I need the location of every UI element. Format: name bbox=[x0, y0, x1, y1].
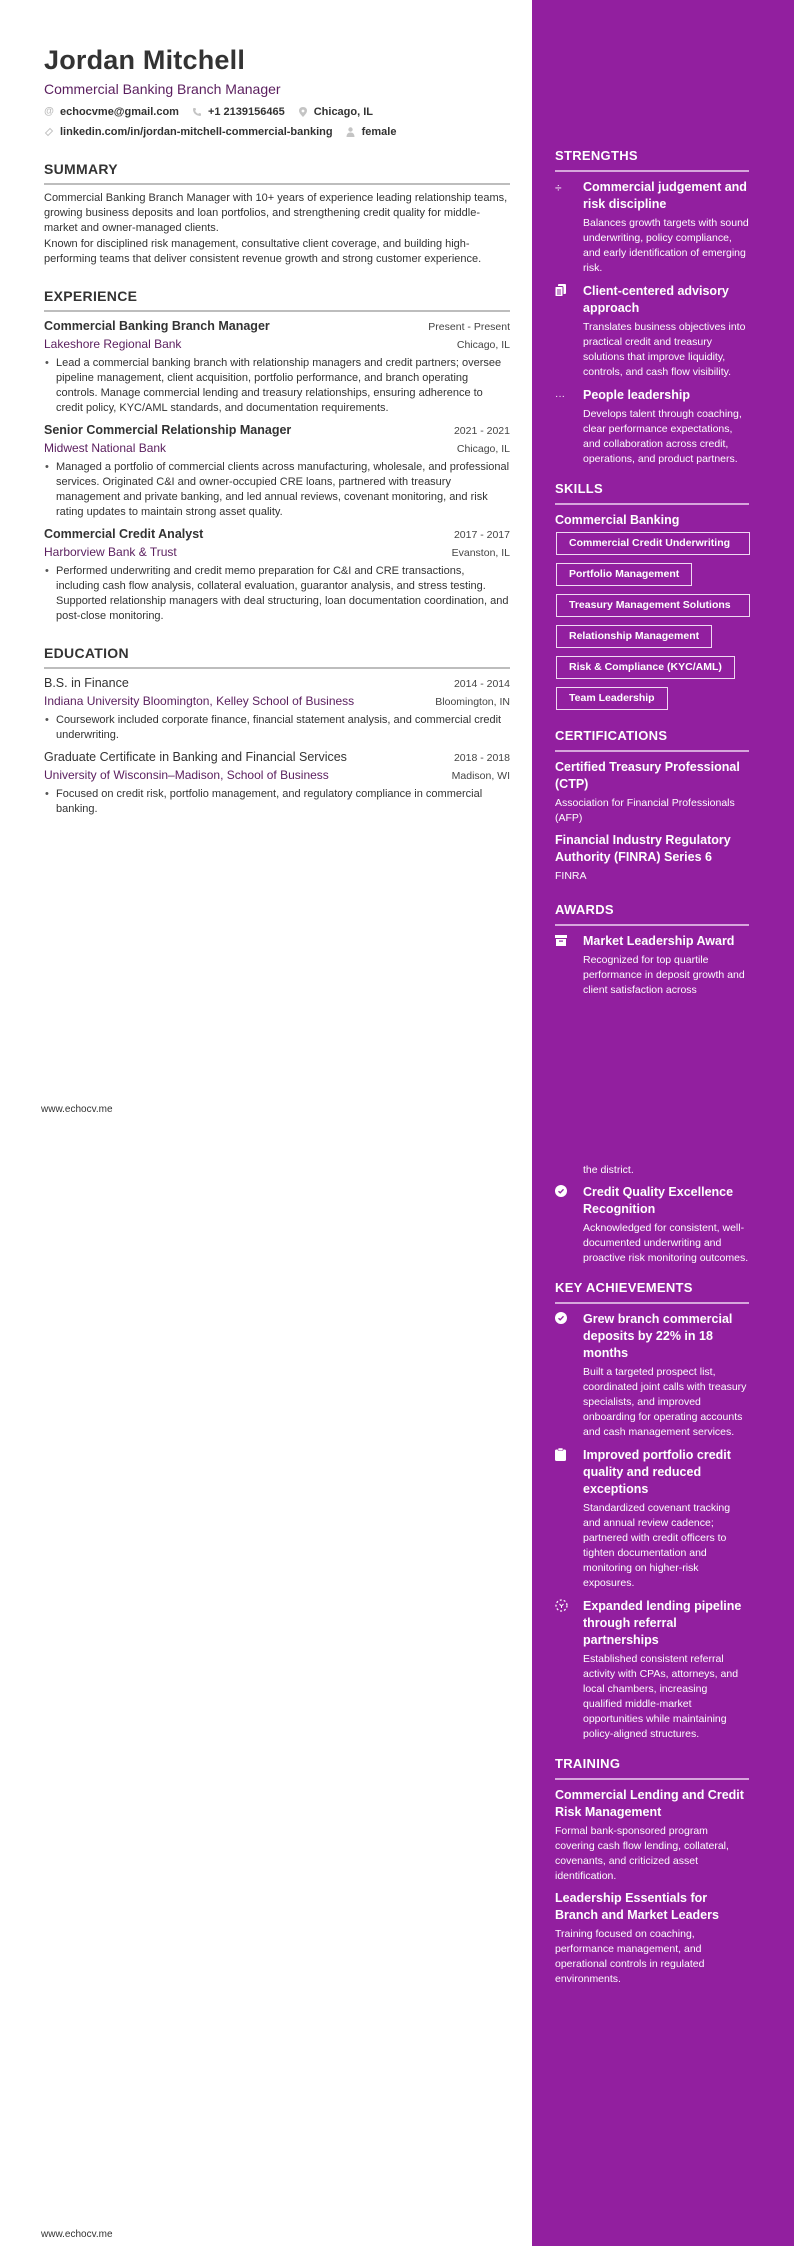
award-desc: Recognized for top quartile performance in deposit growth and client satisfaction across bbox=[583, 954, 745, 996]
achievement-desc: Built a targeted prospect list, coordinated joint calls with treasury specialists, and improved onboarding for operating accounts and cash management services. bbox=[583, 1366, 747, 1438]
skill-tag: Portfolio Management bbox=[556, 563, 692, 586]
skill-tag: Treasury Management Solutions bbox=[556, 594, 750, 617]
contact-phone[interactable] bbox=[192, 106, 285, 118]
location-text: Chicago, IL bbox=[313, 106, 373, 118]
strength-item bbox=[555, 387, 749, 467]
award-title: Market Leadership Award bbox=[583, 934, 735, 948]
award-item bbox=[555, 1184, 749, 1266]
education-section bbox=[44, 644, 510, 817]
company-name: Lakeshore Regional Bank bbox=[44, 337, 182, 351]
education-entry bbox=[44, 749, 510, 817]
divide-icon: ÷ bbox=[555, 181, 562, 195]
education-bullet: • Coursework included corporate finance, financial statement analysis, and commercial credit underwriting. bbox=[56, 713, 510, 743]
skill-group-title: Commercial Banking bbox=[555, 513, 680, 527]
divider bbox=[44, 183, 510, 185]
certification-title: Certified Treasury Professional (CTP) bbox=[555, 760, 740, 791]
strength-title: People leadership bbox=[583, 388, 690, 402]
job-bullet: • Lead a commercial banking branch with relationship managers and credit partners; oversee pipeline management, client acquisition, portfolio performance, and branch operating controls. Manage commercial lending and treasury relationships, ensuring adherence to credit policy, KYC/AML standards, and documentation requirements. bbox=[56, 356, 510, 416]
phone-text: +1 2139156465 bbox=[207, 106, 285, 118]
award-desc: Acknowledged for consistent, well-documented underwriting and proactive risk monitoring outcomes. bbox=[583, 1222, 749, 1264]
linkedin-text: linkedin.com/in/jordan-mitchell-commercial-banking bbox=[60, 126, 333, 138]
education-dates: 2014 - 2014 bbox=[453, 678, 510, 690]
section-title-awards: AWARDS bbox=[555, 902, 614, 917]
company-name: Harborview Bank & Trust bbox=[44, 545, 177, 559]
school-name: Indiana University Bloomington, Kelley School of Business bbox=[44, 694, 355, 708]
location-pin-icon bbox=[298, 107, 308, 117]
education-bullet: • Focused on credit risk, portfolio management, and regulatory compliance in commercial banking. bbox=[56, 787, 510, 817]
section-title-strengths: STRENGTHS bbox=[555, 148, 638, 163]
job-title: Commercial Credit Analyst bbox=[44, 527, 204, 541]
award-item bbox=[555, 933, 749, 998]
contact-row-1 bbox=[44, 104, 510, 120]
job-dates: 2021 - 2021 bbox=[453, 425, 510, 437]
divider bbox=[555, 750, 749, 752]
job-entry bbox=[44, 318, 510, 416]
email-text: echocvme@gmail.com bbox=[60, 106, 179, 118]
certification-issuer: Association for Financial Professionals (AFP) bbox=[555, 797, 735, 824]
divider bbox=[44, 310, 510, 312]
clipboard-copy-icon bbox=[555, 283, 583, 380]
contact-location bbox=[298, 106, 373, 118]
ellipsis-icon: ··· bbox=[555, 391, 565, 402]
job-entry bbox=[44, 422, 510, 520]
achievement-item bbox=[555, 1311, 749, 1440]
job-title: Senior Commercial Relationship Manager bbox=[44, 423, 292, 437]
school-location: Bloomington, IN bbox=[435, 696, 510, 708]
job-dates: 2017 - 2017 bbox=[453, 529, 510, 541]
contact-linkedin[interactable] bbox=[44, 126, 333, 138]
gender-text: female bbox=[361, 126, 397, 138]
dashed-circle-icon bbox=[555, 1598, 583, 1742]
strength-desc: Balances growth targets with sound underwriting, policy compliance, and early identification of emerging risk. bbox=[583, 217, 749, 274]
strength-item bbox=[555, 179, 749, 276]
job-location: Evanston, IL bbox=[451, 547, 510, 559]
link-icon bbox=[44, 127, 54, 137]
company-name: Midwest National Bank bbox=[44, 441, 167, 455]
training-desc: Formal bank-sponsored program covering cash flow lending, collateral, covenants, and criticized asset identification. bbox=[555, 1825, 729, 1882]
sidebar-page-1 bbox=[555, 148, 749, 1005]
award-title: Credit Quality Excellence Recognition bbox=[583, 1185, 734, 1216]
certification-issuer: FINRA bbox=[555, 870, 587, 882]
job-entry bbox=[44, 526, 510, 624]
contact-email[interactable] bbox=[44, 106, 179, 118]
award-desc: the district. bbox=[583, 1164, 634, 1176]
achievement-title: Expanded lending pipeline through referral partnerships bbox=[583, 1599, 742, 1647]
achievement-item bbox=[555, 1598, 749, 1742]
sidebar-page-2 bbox=[555, 1163, 749, 1993]
contact-row-2 bbox=[44, 124, 510, 140]
divider bbox=[555, 1302, 749, 1304]
person-icon bbox=[346, 127, 356, 137]
job-location: Chicago, IL bbox=[456, 443, 510, 455]
job-bullet: • Performed underwriting and credit memo preparation for C&I and CRE transactions, including cash flow analysis, collateral evaluation, guarantor analysis, and stress testing. Supported relationship managers with deal structuring, loan documentation coordination, and post-close monitoring. bbox=[56, 564, 510, 624]
job-title: Commercial Banking Branch Manager bbox=[44, 319, 270, 333]
certification-title: Financial Industry Regulatory Authority (FINRA) Series 6 bbox=[555, 833, 731, 864]
strength-desc: Translates business objectives into practical credit and treasury solutions that improve liquidity, controls, and cash flow visibility. bbox=[583, 321, 746, 378]
summary-paragraph: Known for disciplined risk management, consultative client coverage, and building high-performing teams that deliver consistent revenue growth and strong customer experience. bbox=[44, 238, 482, 265]
section-title-key-achievements: KEY ACHIEVEMENTS bbox=[555, 1280, 693, 1295]
strength-title: Commercial judgement and risk discipline bbox=[583, 180, 747, 211]
phone-icon bbox=[192, 107, 202, 117]
achievement-desc: Standardized covenant tracking and annual review cadence; partnered with credit officers to tighten documentation and monitoring on higher-risk exposures. bbox=[583, 1502, 731, 1589]
degree-title: B.S. in Finance bbox=[44, 676, 129, 690]
training-title: Leadership Essentials for Branch and Market Leaders bbox=[555, 1891, 719, 1922]
strengths-section bbox=[555, 148, 749, 467]
archive-box-icon bbox=[555, 933, 583, 998]
candidate-name: Jordan Mitchell bbox=[44, 45, 246, 75]
skill-tag-list bbox=[555, 532, 749, 718]
education-entry bbox=[44, 675, 510, 743]
footer-link-page-2[interactable]: www.echocv.me bbox=[41, 2229, 113, 2240]
section-title-experience: EXPERIENCE bbox=[44, 288, 138, 304]
job-location: Chicago, IL bbox=[456, 339, 510, 351]
training-desc: Training focused on coaching, performance management, and operational controls in regulated environments. bbox=[555, 1928, 705, 1985]
school-location: Madison, WI bbox=[451, 770, 510, 782]
divider bbox=[555, 503, 749, 505]
strength-item bbox=[555, 283, 749, 380]
at-icon: @ bbox=[44, 106, 54, 117]
strength-desc: Develops talent through coaching, clear performance expectations, and collaboration across credit, operations, and product partners. bbox=[583, 408, 742, 465]
summary-paragraph: Commercial Banking Branch Manager with 10+ years of experience leading relationship teams, growing business deposits and loan portfolios, and strengthening credit quality for middle-market and owner-managed clients. bbox=[44, 192, 508, 234]
summary-section bbox=[44, 160, 510, 267]
divider bbox=[44, 667, 510, 669]
contact-gender bbox=[346, 126, 397, 138]
clipboard-icon bbox=[555, 1447, 583, 1591]
achievement-title: Grew branch commercial deposits by 22% in 18 months bbox=[583, 1312, 733, 1360]
skill-tag: Risk & Compliance (KYC/AML) bbox=[556, 656, 735, 679]
skill-tag: Relationship Management bbox=[556, 625, 712, 648]
certifications-section bbox=[555, 728, 749, 884]
skill-tag: Team Leadership bbox=[556, 687, 668, 710]
footer-link-page-1[interactable]: www.echocv.me bbox=[41, 1104, 113, 1115]
candidate-title: Commercial Banking Branch Manager bbox=[44, 81, 281, 97]
divider bbox=[555, 170, 749, 172]
training-title: Commercial Lending and Credit Risk Management bbox=[555, 1788, 744, 1819]
section-title-certifications: CERTIFICATIONS bbox=[555, 728, 668, 743]
training-section bbox=[555, 1756, 749, 1987]
achievement-item bbox=[555, 1447, 749, 1591]
divider bbox=[555, 1778, 749, 1780]
skill-tag: Commercial Credit Underwriting bbox=[556, 532, 750, 555]
job-bullet: • Managed a portfolio of commercial clients across manufacturing, wholesale, and professional services. Originated C&I and owner-occupied CRE loans, partnered with treasury management and private banking, and led annual reviews, covenant monitoring, and risk rating updates to maintain strong asset quality. bbox=[56, 460, 510, 520]
skills-section bbox=[555, 481, 749, 718]
experience-section bbox=[44, 287, 510, 624]
degree-title: Graduate Certificate in Banking and Financial Services bbox=[44, 750, 347, 764]
spacer bbox=[555, 1163, 583, 1178]
main-column bbox=[44, 44, 510, 817]
award-desc-continued bbox=[555, 1163, 749, 1178]
achievements-section bbox=[555, 1280, 749, 1742]
job-dates: Present - Present bbox=[428, 321, 510, 333]
achievement-title: Improved portfolio credit quality and reduced exceptions bbox=[583, 1448, 731, 1496]
divider bbox=[555, 924, 749, 926]
achievement-desc: Established consistent referral activity with CPAs, attorneys, and local chambers, increasing qualified middle-market opportunities while maintaining policy-aligned structures. bbox=[583, 1653, 739, 1740]
check-circle-icon bbox=[555, 1184, 583, 1266]
section-title-summary: SUMMARY bbox=[44, 161, 118, 177]
check-circle-icon bbox=[555, 1311, 583, 1440]
school-name: University of Wisconsin–Madison, School of Business bbox=[44, 768, 329, 782]
education-dates: 2018 - 2018 bbox=[453, 752, 510, 764]
strength-title: Client-centered advisory approach bbox=[583, 284, 729, 315]
section-title-education: EDUCATION bbox=[44, 645, 129, 661]
section-title-skills: SKILLS bbox=[555, 481, 604, 496]
awards-section bbox=[555, 902, 749, 998]
section-title-training: TRAINING bbox=[555, 1756, 621, 1771]
